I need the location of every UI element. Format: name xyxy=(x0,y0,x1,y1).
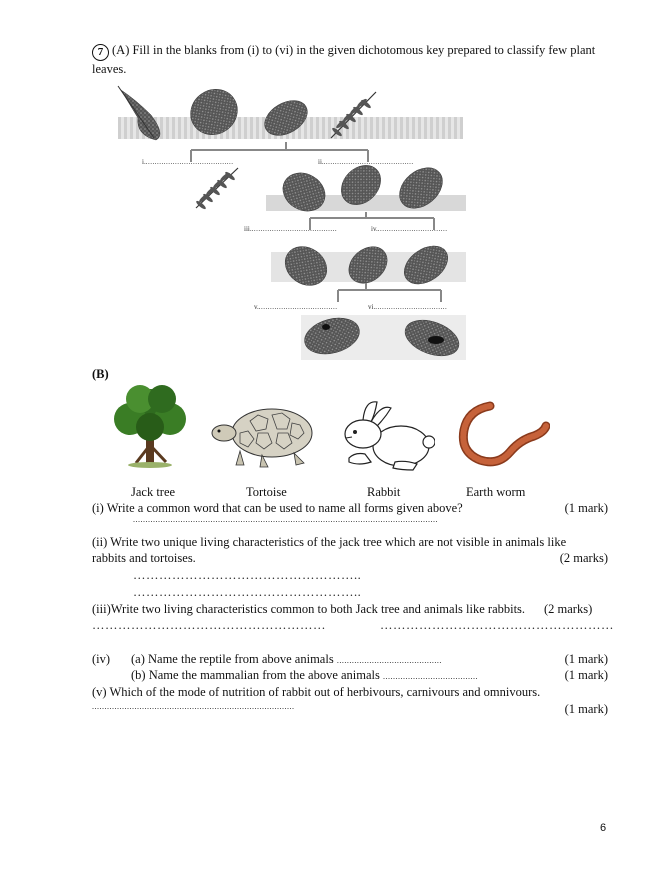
compound-leaf-icon xyxy=(331,92,376,138)
answer-line-i: .......................................................................................................................... xyxy=(133,515,438,524)
organism-label-jack-tree: Jack tree xyxy=(131,485,176,499)
question-b-iv-a: (a) Name the reptile from above animals .......................................... xyxy=(131,652,442,666)
question-7a-line2: leaves. xyxy=(92,62,127,76)
answer-line-ii-1: …………………………………………….. xyxy=(133,568,362,582)
question-b-iv-b: (b) Name the mammalian from the above animals ...................................... xyxy=(131,668,478,682)
question-b-iv-a-marks: (1 mark) xyxy=(564,652,608,666)
question-b-iii-marks: (2 marks) xyxy=(544,602,593,616)
question-7a-line1: (A) Fill in the blanks from (i) to (vi) in the given dichotomous key prepared to classify few plant xyxy=(112,43,596,57)
question-b-ii-line1: (ii) Write two unique living characteristics of the jack tree which are not visible in animals like xyxy=(92,535,567,549)
leaf-group-1 xyxy=(96,80,468,365)
organism-label-tortoise: Tortoise xyxy=(246,485,287,499)
tortoise-icon xyxy=(210,403,320,473)
question-b-ii-line2: rabbits and tortoises. xyxy=(92,551,196,565)
question-number: 7 xyxy=(92,44,109,61)
organism-label-earthworm: Earth worm xyxy=(466,485,526,499)
question-7a-heading xyxy=(92,43,595,61)
question-b-label: (B) xyxy=(92,367,109,381)
key-label-i: i........................................ xyxy=(142,158,234,166)
organism-label-rabbit: Rabbit xyxy=(367,485,401,499)
leaf-icon xyxy=(397,238,455,292)
question-b-i: (i) Write a common word that can be used to name all forms given above? xyxy=(92,501,463,515)
key-label-iii: iii....................................... xyxy=(244,225,338,233)
leaf-icon xyxy=(278,239,335,294)
question-b-v: (v) Which of the mode of nutrition of rabbit out of herbivours, carnivours and omnivours. xyxy=(92,685,541,699)
answer-line-iii-1: ……………………………………………… xyxy=(92,618,326,632)
key-label-iv: iv................................ xyxy=(371,225,448,233)
question-b-ii-marks: (2 marks) xyxy=(559,551,608,565)
leaf-icon xyxy=(121,90,160,140)
answer-line-v: ................................................................................. xyxy=(92,702,295,711)
key-label-ii: ii......................................... xyxy=(318,158,414,166)
answer-line-iii-2: ……………………………………………… xyxy=(380,618,614,632)
compound-leaf-icon-2 xyxy=(195,168,238,210)
leaf-icon xyxy=(342,239,395,291)
question-b-iv-b-marks: (1 mark) xyxy=(564,668,608,682)
jack-tree-icon xyxy=(108,385,193,473)
earthworm-icon xyxy=(450,400,550,475)
question-b-iii: (iii)Write two living characteristics common to both Jack tree and animals like rabbits. xyxy=(92,602,526,616)
key-label-v: v.................................... xyxy=(254,303,338,311)
answer-line-ii-2: …………………………………………….. xyxy=(133,585,362,599)
question-b-i-marks: (1 mark) xyxy=(564,501,608,515)
rabbit-icon xyxy=(335,398,435,473)
leaf-icon xyxy=(259,94,314,143)
leaf-icon xyxy=(182,80,247,144)
question-b-iv-label: (iv) xyxy=(92,652,111,666)
key-label-vi: vi................................. xyxy=(368,303,448,311)
question-b-v-marks: (1 mark) xyxy=(564,702,608,716)
page-number: 6 xyxy=(600,822,607,834)
dichotomous-key-figure xyxy=(96,80,468,365)
